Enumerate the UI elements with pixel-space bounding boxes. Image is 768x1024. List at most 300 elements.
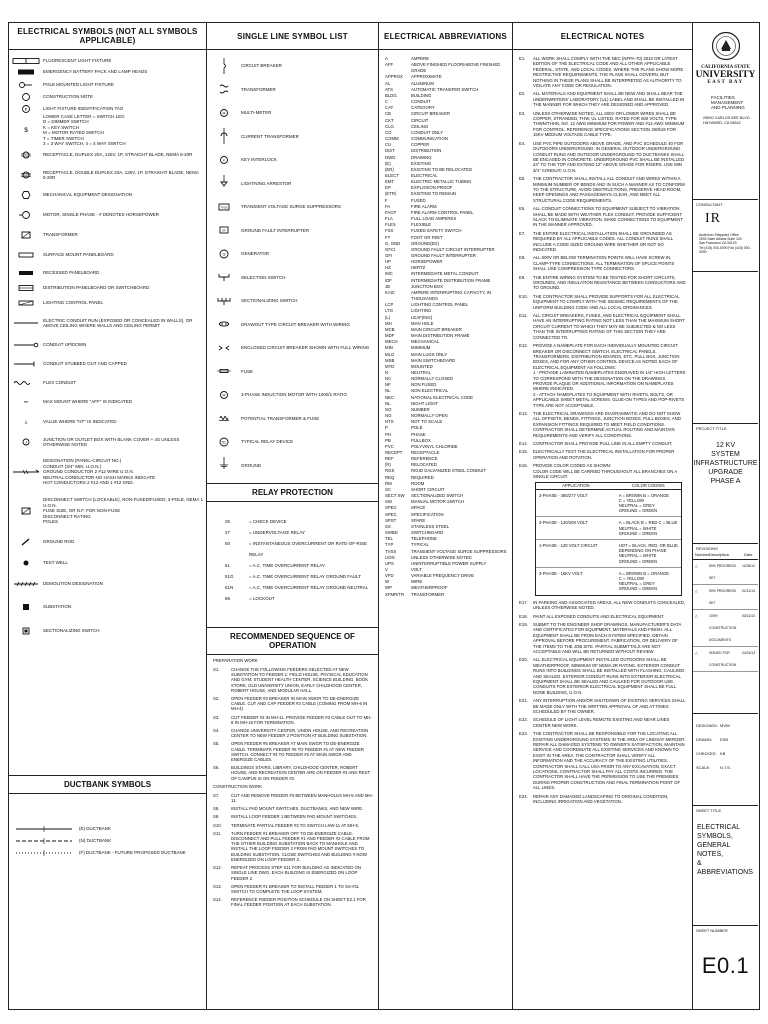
single-line-row <box>207 125 378 149</box>
svg-text:F: F <box>24 106 28 112</box>
note-item <box>513 343 692 408</box>
notes-header: ELECTRICAL NOTES <box>513 23 692 50</box>
svg-text:G: G <box>222 252 226 257</box>
duplex-receptacle-icon <box>9 149 43 161</box>
abbreviation-meaning: FLEXIBLE <box>411 222 432 228</box>
relay-description: = CHECK DEVICE <box>249 519 287 524</box>
abbreviation: MLO <box>385 351 395 357</box>
symbol-row <box>9 280 206 295</box>
ductbank-label: (N) DUCTBANK <box>79 838 112 844</box>
revisions-label: REVISIONS <box>696 546 718 551</box>
note-item <box>513 275 692 291</box>
relay-code: 51 <box>225 563 231 568</box>
single-line-row <box>207 383 378 407</box>
note-item <box>513 313 692 340</box>
step-number: S8. <box>213 806 220 812</box>
symbol-row <box>9 492 206 530</box>
abbreviation-meaning: ABOVE FINISHED FLOOR/ABOVE FINISHED GRADE <box>411 62 501 74</box>
step-number: S1. <box>213 667 220 672</box>
note-text: PROVIDE A NAMEPLATE FOR EACH INDIVIDUALLY MOUNTED CIRCUIT BREAKER OR DISCONNECT SWITCH, ELECTRICAL PANELS, TRANSFORMERS, DISTRIBUTION BOARDS, ETC. PULL BOX, JUNCTION BOXES, AND FOR ANY OTHER CONTROL DEVICE AS NOTED EACH OF ELECTRICAL EQUIPMENT AS FOLLOWS: 1 - PROVIDE LAMINATED NAMEPLATES ENGRAVED IN 1/4" HIGH LETTERS TO CORRESPOND WITH THE DESIGNATION ON THE DRAWINGS. PROVIDE PLAQUE OR ADDITIONAL INFORMATION ON NAMEPLATES WHERE INDICATED. 2 - ATTACH NAMEPLATES TO EQUIPMENT WITH RIVETS, BOLTS, OR APPLICABLE SHEET METAL SCREWS. GLUE-ON TYPES AND POP-RIVETS TYPE ARE NOT ACCEPTABLE. <box>533 343 686 408</box>
note-text: PROVIDE COLOR CODED AS SHOWN: COLOR CODE WILL BE CARRIED THROUGHOUT ALL BRANCHES ON A SINGLE CIRCUIT. <box>533 463 677 480</box>
revision-description: 90% PROGRESS SET <box>709 589 736 605</box>
key-interlock-icon <box>207 151 241 169</box>
consultant-logo: IR <box>705 211 721 226</box>
note-item <box>513 441 692 446</box>
symbol-description: EMERGENCY BATTERY PACK AND LAMP HEADS <box>43 69 148 75</box>
abbreviation: (ETR) <box>385 191 397 197</box>
abbreviation: REF <box>385 456 394 462</box>
rev-col-number: Number <box>695 552 710 557</box>
single-line-row <box>207 407 378 431</box>
conduit-up-icon <box>9 339 43 351</box>
recessed-panel-icon <box>9 267 43 279</box>
abbreviation: FSS <box>385 228 394 234</box>
abbreviation-meaning: NOT TO SCALE <box>411 419 443 425</box>
abbreviation-row <box>379 62 512 74</box>
project-block <box>693 423 758 544</box>
symbol-row <box>9 115 206 145</box>
lightning-arrester-icon <box>207 174 241 192</box>
symbol-description: MOTOR, SINGLE PHASE - # DENOTES HORSEPOWER <box>43 212 159 218</box>
single-line-row <box>207 266 378 290</box>
single-line-row <box>207 195 378 219</box>
abbreviation: EP <box>385 185 391 191</box>
abbreviation: MSB <box>385 357 395 363</box>
ductbank-label: (F) DUCTBANK - FUTURE PROPOSED DUCTBANK <box>79 850 186 856</box>
ductbank-row <box>9 823 206 835</box>
abbreviation: XFMR/TR <box>385 591 405 597</box>
symbol-description: DEMOLITION DESIGNATION <box>43 581 103 587</box>
relay-description: = A.C. TIME OVERCURRENT RELAY GROUND NEUTRAL <box>249 585 369 590</box>
revision-number: △ <box>695 564 698 568</box>
single-line-header: SINGLE LINE SYMBOL LIST <box>207 23 378 50</box>
abbreviation: SWBD <box>385 530 398 536</box>
svg-text:GF: GF <box>222 228 226 233</box>
symbol-row <box>9 56 206 65</box>
abbreviation-meaning: EXISTING TO REMAIN <box>411 191 456 197</box>
field-value: ESB <box>720 737 729 742</box>
titleblock-field <box>693 719 758 733</box>
abbreviation-meaning: FUSED <box>411 197 426 203</box>
abbreviation: UON <box>385 554 395 560</box>
note-item <box>513 91 692 107</box>
fields-list <box>693 713 758 775</box>
symbol-description: SUBSTATION <box>43 604 72 610</box>
abbreviation: SS <box>385 523 391 529</box>
note-number: E22. <box>519 717 528 723</box>
relay-row <box>207 516 378 527</box>
title-block <box>693 23 758 1009</box>
abbreviation: AL <box>385 80 391 86</box>
symbol-description: LIGHTING CONTROL PANEL <box>43 300 104 306</box>
symbol-description: CONSTRUCTION NOTE <box>43 94 93 100</box>
step-text: CHANGE THE FOLLOWING FEEDERS SELECTED AT NEW SUBSTATION TO FEEDER 1: FIELD HOUSE, PHYSICAL EDUCATION AND GYM, STUDENT HEALTH CENTER, SCIENCE BUILDING, BOOK STORE, OLD UNIVERSITY UNION, EARLY CHILDHOOD CENTER, ROBERT HOUSE, AND MODULAR HALL. <box>231 667 369 693</box>
abbreviation-row <box>379 592 512 598</box>
abbreviation: HP <box>385 259 391 265</box>
sequence-step <box>207 865 378 881</box>
relay-description: = A.C. TIME OVERCURRENT RELAY <box>249 563 325 568</box>
symbol-row <box>9 295 206 311</box>
sequence-step <box>207 715 378 725</box>
abbreviation: UPS <box>385 560 394 566</box>
surface-panel-icon <box>9 249 43 261</box>
step-number: S10. <box>213 822 222 828</box>
abbreviation-meaning: UNINTERRUPTIBLE POWER SUPPLY <box>411 560 487 566</box>
abbreviation: LCP <box>385 302 394 308</box>
symbol-description: RECEPTACLE, DUPLEX 20A, 125V, 1P, STRAIGHT BLADE, NEMA 5-20R <box>43 152 193 158</box>
abbreviation-meaning: LIGHTING <box>411 308 432 314</box>
symbol-description: RECESSED PANELBOARD <box>43 269 100 275</box>
note-number: E23. <box>519 731 528 737</box>
note-item <box>513 411 692 438</box>
note-text: REPAIR ANY DAMAGED LANDSCAPING TO ORIGINAL CONDITION, INCLUDING IRRIGATION AND VEGETATION. <box>533 793 669 805</box>
abbreviation-meaning: SPARE <box>411 517 426 523</box>
rev-col-date: Date <box>744 552 753 557</box>
abbreviation-meaning: NORMALLY OPEN <box>411 413 448 419</box>
note-item <box>513 698 692 714</box>
single-line-description: MULTI-METER <box>241 110 272 115</box>
note-item <box>513 255 692 271</box>
single-line-row <box>207 148 378 172</box>
abbreviation-meaning: FOOT OR FEET <box>411 234 443 240</box>
abbreviations-column <box>379 23 513 1009</box>
note-item <box>513 231 692 253</box>
step-text: CUT AND REMOVE FEEDER #3 BETWEEN MANHOLES MH-5 AND MH-11. <box>231 792 373 804</box>
step-text: REFERENCE FEEDER POSITION SCHEDULE ON SHEET E2.1 FOR FINAL FEEDER POSITION AT EACH SUBSTATION. <box>231 897 366 908</box>
abbreviation-meaning: TELEPHONE <box>411 536 438 542</box>
university-line2: UNIVERSITY <box>695 70 756 80</box>
abbreviation: VFD <box>385 573 394 579</box>
double-duplex-icon <box>9 169 43 181</box>
color-code-row <box>536 568 681 595</box>
note-number: E5. <box>519 176 526 182</box>
abbreviation-meaning: LIGHTING CONTROL PANEL <box>411 302 469 308</box>
field-label: DESIGNED: <box>696 723 719 728</box>
sequence-subheader-prep: PREPARATION WORK <box>213 658 258 663</box>
abbreviation-meaning: MANUAL MOTOR SWITCH <box>411 499 464 505</box>
svg-text:M: M <box>222 393 226 398</box>
note-number: E16. <box>519 463 528 469</box>
symbol-description: LOWER CASE LETTER = SWITCH LEG D = DIMMER SWITCH K = KEY SWITCH M = MOTOR RATED SWITCH T = TIMER SWITCH 3 = 3 WAY SWITCH, 4 = 4 WAY SWITCH <box>43 113 126 146</box>
step-number: S9. <box>213 814 220 820</box>
note-number: E10. <box>519 293 528 299</box>
flex-conduit-icon <box>9 377 43 389</box>
abbreviation-meaning: MAIN LUGS ONLY <box>411 351 448 357</box>
revision-description: ISSUED FOR CONSTRUCTION <box>709 651 737 667</box>
abbreviation: F <box>385 197 388 203</box>
symbol-description: CONDUIT UP/DOWN <box>43 341 87 347</box>
abbreviation-meaning: PHASE <box>411 431 426 437</box>
abbreviation: SW <box>385 499 392 505</box>
abbreviation-meaning: POLYVINYL CHLORIDE <box>411 443 458 449</box>
hexagon-icon <box>9 189 43 201</box>
ductbank-header: DUCTBANK SYMBOLS <box>9 775 206 794</box>
symbol-row <box>9 65 206 79</box>
abbreviation: DWG <box>385 154 396 160</box>
sequence-step <box>207 831 378 862</box>
lighting-panel-icon <box>9 297 43 309</box>
abbreviation: V <box>385 566 388 572</box>
abbreviation: MTD <box>385 363 395 369</box>
color-code-row <box>536 517 681 540</box>
note-number: E6. <box>519 206 526 212</box>
note-text: UNLESS OTHERWISE NOTED, ALL 600V OR LOWER WIRES SHALL BE COPPER, STRANDED, THW, UL LISTED, RATED FOR 600 VOLTS, TYPE THWN/THHN, NO. 12 AWG MINIMUM FOR POWER AND #14 AWG MINIMUM FOR CONTROL. REFERENCE SPECIFICATIONS SECTION 260519 FOR 15KV MEDIUM VOLTAGE CABLE TYPE. <box>533 110 685 138</box>
note-item <box>513 731 692 790</box>
revision-date: 01/11/13 <box>742 589 755 593</box>
height-icon <box>9 416 43 428</box>
ground-rod-icon <box>9 536 43 548</box>
revision-row <box>693 560 758 585</box>
abbreviation-meaning: INTERMEDIATE METAL CONDUIT <box>411 271 479 277</box>
step-text: OPEN FEEDER #1 BREAKER TO INSTALL FEEDER 1 TO SS-#11 SWITCH TO COMPLETE THE LOOP SYSTEM. <box>231 883 360 894</box>
single-line-row <box>207 54 378 78</box>
blank-block <box>693 271 758 424</box>
revisions-block <box>693 543 758 714</box>
abbreviation: FLEX <box>385 222 396 228</box>
sequence-step <box>207 728 378 738</box>
step-text: OPEN FEEDER #5 BREAKER AT MAIN SWGR TO DE-ENERGIZE CABLE. TERMINATE FEEDER #5 TO FEEDER #1 AT NEW FEEDER SWITCH. CONNECT #4 TO FEEDER #2 AT MAIN SWGR AND ENERGIZE CABLES. <box>231 741 364 763</box>
abbreviation-meaning: NON ELECTRICAL <box>411 388 449 394</box>
abbreviation-meaning: RIGID GALVANIZED STEEL CONDUIT <box>411 468 487 474</box>
sequence-prep-list <box>207 667 378 781</box>
relay-list <box>207 502 378 604</box>
abbreviation-meaning: CONDUIT <box>411 99 431 105</box>
notes-column <box>513 23 693 1009</box>
abbreviation: G, GND <box>385 240 401 246</box>
revision-number: △ <box>695 614 698 618</box>
step-text: CHANGE UNIVERSITY CENTER, UNION HOUSE, AND RECREATION CENTER TO NEW FEEDER 2 POSITION AT BUILDING SUBSTATION. <box>231 728 369 739</box>
ductbank-row <box>9 847 206 859</box>
abbreviation-meaning: APPROXIMATE <box>411 74 442 80</box>
note-item <box>513 141 692 173</box>
symbol-row <box>9 530 206 553</box>
abbreviation-meaning: INTERMEDIATE DISTRIBUTION FRAME <box>411 277 491 283</box>
revision-description: 100% CONSTRUCTION DOCUMENTS <box>709 614 737 642</box>
note-text: ANY INTERRUPTION AND/OR SHUTDOWN OF EXISTING SERVICES SHALL BE MADE ONLY WITH THE WRITTEN APPROVAL OF AND AT TIMES SCHEDULED BY THE OWNER. <box>533 698 686 714</box>
color-code-col-application: APPLICATION <box>562 483 590 489</box>
titleblock-field <box>693 761 758 775</box>
relay-row <box>207 571 378 582</box>
symbol-row <box>9 335 206 354</box>
single-line-description: GROUND FAULT INTERRUPTER <box>241 227 310 233</box>
single-line-column <box>207 23 379 1009</box>
step-text: TERMINATE PARTIAL FEEDER #3 TO SWITCH LSW-11 AT MH-5. <box>231 822 360 828</box>
rev-col-description: Description <box>709 552 730 557</box>
enclosed-breaker-icon <box>207 339 241 357</box>
abbreviation-meaning: EXISTING TO BE RELOCATED <box>411 166 473 172</box>
abbreviation-meaning: GROUND FAULT CIRCUIT INTERRUPTER <box>411 246 495 252</box>
revisions-header-row <box>693 551 758 560</box>
abbreviation-meaning: LEAF(ING) <box>411 314 433 320</box>
abbreviations-list <box>379 50 512 598</box>
symbol-row <box>9 91 206 103</box>
symbol-row <box>9 373 206 392</box>
abbreviation: SPEC <box>385 511 397 517</box>
abbreviation-meaning: AMPERE <box>411 56 430 61</box>
abbreviation-meaning: NORMALLY CLOSED <box>411 376 454 382</box>
abbreviation: AFF <box>385 62 394 68</box>
abbreviation-meaning: NUMBER <box>411 406 430 412</box>
sheet-number: E0.1 <box>701 953 750 978</box>
single-line-row <box>207 78 378 102</box>
field-value: KB <box>720 751 726 756</box>
note-item <box>513 614 692 619</box>
abbreviation: P <box>385 425 388 431</box>
color-code-colors: A = BROWN B = ORANGE C = YELLOW NEUTRAL = GREY GROUND = GREEN <box>618 492 670 514</box>
abbreviation-meaning: PULLBOX <box>411 437 431 443</box>
note-number: E13. <box>519 410 528 416</box>
note-text: THE CONTRACTOR SHALL BE RESPONSIBLE FOR THE LOCATING ALL EXISTING UNDERGROUND SYSTEMS IN THE AREA OF LINDSAY MERGER. REPAIR ALL DAMAGED SYSTEMS TO OWNER'S SATISFACTION. MAINTAIN SERVICE AND COORDINATE ALL EXISTING SERVICES AND KNOWN TO EXIST IN THE AREA. THE CONTRACTOR SHALL VERIFY ALL INFORMATION AND THE ACCURACY OF THE EXISTING UTILITIES. CONTRACTOR SHALL CALL USA PRIOR TO ANY EXCAVATION, EXACT LOCATIONS, CONTRACTOR SHALL PAY ALL COSTS INCURRED. THE CONTRACTOR SHALL HAVE THE PERMISSION TO USE THE PREMISES DURING PROPER CONSTRUCTION AND FINAL TERMINATION POINT OF ALL LINES. <box>533 731 686 791</box>
note-text: ALL ELECTRICAL EQUIPMENT INSTALLED OUTDOORS SHALL BE WEATHERPROOF, MINIMUM OF NEMA 3R RATING. EXTERIOR CONDUIT RUNS INTO BUILDINGS SHALL BE INSTALLED WITH FLASHING, CAULKED AND SEALED. EXTERIOR CONDUIT RUNS INTO EXTERIOR ELECTRICAL EQUIPMENT SHALL BE SEALED AND CAULKED FOR OUTDOOR USE. CONDUITS FOR EXTERIOR ELECTRICAL EQUIPMENT SHALL BE FULL NONE BUILDING, U.O.N. <box>533 657 685 695</box>
abbreviation: ATS <box>385 86 394 92</box>
revision-date: 04/24/13 <box>742 651 756 655</box>
abbreviation: NO <box>385 406 392 412</box>
single-line-description: LIGHTNING ARRESTOR <box>241 180 292 186</box>
abbreviation-meaning: CEILING <box>411 123 429 129</box>
university-block <box>693 23 758 200</box>
abbreviation-meaning: ALUMINUM <box>411 80 434 86</box>
ductbank-line-icon <box>9 849 79 857</box>
symbol-description: DISCONNECT SWITCH (LOCKABLE), NON-FUSED/FUSED, 3-POLE, NEMA 1 U.O.N. FUSE SIZE, OR N.F. FOR NON-FUSE DISCONNECT RATING POLES <box>43 497 203 525</box>
abbreviation: NF <box>385 382 391 388</box>
color-code-application: 3-PHASE - 480/277 VOLT <box>539 492 588 498</box>
abbreviation: FLA <box>385 216 393 222</box>
single-line-row <box>207 454 378 478</box>
svg-text:51: 51 <box>222 440 226 445</box>
note-number: E9. <box>519 274 526 280</box>
abbreviation: ELECT <box>385 172 399 178</box>
gfi-icon <box>207 221 241 239</box>
abbreviation: IDF <box>385 277 392 283</box>
demolition-icon <box>9 578 43 590</box>
abbreviation-meaning: TRANSIENT VOLTAGE SURGE SUPPRESSORS <box>411 548 507 554</box>
note-item <box>513 206 692 228</box>
sequence-step <box>207 814 378 819</box>
potential-transformer-icon <box>207 409 241 427</box>
sequence-step <box>207 897 378 907</box>
field-label: CHECKED: <box>696 751 717 756</box>
relay-row <box>207 538 378 560</box>
transformer-icon <box>9 229 43 241</box>
abbreviation: TVSS <box>385 548 397 554</box>
ductbank-line-icon <box>9 825 79 833</box>
abbreviation: C <box>385 99 389 105</box>
abbreviation: NTS <box>385 419 394 425</box>
symbol-row <box>9 225 206 245</box>
pole-fixture-icon <box>9 79 43 91</box>
university-line1: CALIFORNIA STATE <box>701 65 750 70</box>
note-item <box>513 294 692 310</box>
relay-section <box>207 483 378 604</box>
note-item <box>513 111 692 138</box>
motor-sl-icon <box>207 386 241 404</box>
sectionalizing-icon <box>9 625 43 637</box>
substation-icon <box>9 601 43 613</box>
construction-note-icon <box>9 91 43 103</box>
symbol-row <box>9 595 206 619</box>
abbreviation: BLDG <box>385 92 397 98</box>
note-text: THE ENTIRE WIRING SYSTEM TO BE TESTED FOR SHORT CIRCUITS, GROUNDS, AND INSULATION RESISTANCE BETWEEN CONDUCTORS AND TO GROUND. <box>533 274 686 291</box>
step-number: S5. <box>213 741 220 747</box>
abbreviation-meaning: HERTZ <box>411 265 426 271</box>
university-line3: EAST BAY <box>707 80 744 85</box>
sequence-step <box>207 884 378 894</box>
university-address: 25800 CARLOS BEE BLVD. HAYWARD, CA 94542 <box>703 116 751 125</box>
note-number: E21. <box>519 698 528 704</box>
note-text: THE CONTRACTOR SHALL PROVIDE SUPPORTS FOR ALL ELECTRICAL EQUIPMENT TO COMPLY WITH THE SEISMIC REQUIREMENTS OF THE UNIFORM BUILDING CODE AND ALL LOCAL ORDINANCES. <box>533 293 680 310</box>
abbreviation: COMM <box>385 136 399 142</box>
abbreviation-meaning: MAN HOLE <box>411 320 434 326</box>
symbol-description: MAX MOUNT WHERE "AFF" IS INDICATED <box>43 399 133 405</box>
ductbank-row <box>9 835 206 847</box>
abbreviation: CAT <box>385 105 394 111</box>
note-number: E20. <box>519 657 528 663</box>
junction-box-icon <box>9 436 43 448</box>
relay-code: 27 <box>225 530 231 535</box>
revision-number: △ <box>695 651 698 655</box>
abbreviation-meaning: RELOCATED <box>411 462 437 468</box>
note-text: ALL CIRCUIT BREAKERS, FUSES, AND ELECTRICAL EQUIPMENT SHALL HAVE AN INTERRUPTING RATING NOT LESS THAN THE MAXIMUM SHORT CIRCUIT CURRENT TO WHICH THEY MAY BE SUBJECTED & NO LESS THAN THE INTERRUPTING RATING OF THIS SECTION THEY ARE CONNECTED TO. <box>533 313 685 340</box>
abbreviation: A <box>385 56 388 61</box>
revision-row <box>693 585 758 610</box>
note-text: THE ELECTRICAL DRAWINGS ARE DIAGRAMMATIC AND DO NOT SHOW ALL OFFSETS, BENDS, FITTINGS, JUNCTION BOXES, PULL BOXES, AND EXPANSION FITTINGS REQUIRED TO MEET FIELD CONDITIONS. CONTRACTOR SHALL DETERMINE ACTUAL ROUTING AND MAINTAIN REQUIREMENTS AND VERIFY ALL CONDITIONS. <box>533 410 681 438</box>
relay-description: = INSTANTANEOUS OVERCURRENT OR RATE-OF-RISE RELAY <box>249 541 368 557</box>
color-code-colors: A = BLACK B = RED C = BLUE NEUTRAL = WHITE GROUND = GREEN <box>618 520 678 536</box>
abbreviation: PVC <box>385 443 394 449</box>
color-code-col-coding: COLOR CODING <box>631 483 665 489</box>
note-text: THE ENTIRE ELECTRICAL INSTALLATION SHALL BE GROUNDED AS REQUIRED BY ALL APPLICABLE CODES. ALL CONDUIT RUNS SHALL INCLUDE A CODE SIZED GROUND WIRE WHETHER OR NOT SO INDICATED. <box>533 230 674 252</box>
step-number: S14. <box>213 897 222 903</box>
step-number: S11. <box>213 830 222 836</box>
abbreviation: MCB <box>385 326 395 332</box>
revision-date: 03/11/13 <box>742 614 755 618</box>
step-text: INSTALL PAD MOUNT SWITCHES, DUCTBANKS, AND NEW WIRE. <box>231 806 364 812</box>
abbreviation: RM <box>385 480 392 486</box>
sheet-title-block <box>693 805 758 926</box>
abbreviation-meaning: AMPERE INTERRUPTING CAPACITY, IN THOUSANDS <box>411 289 492 302</box>
abbreviation: (E) <box>385 160 391 166</box>
abbreviation: NL <box>385 388 391 394</box>
abbreviation: MDF <box>385 333 395 339</box>
titleblock-field <box>693 733 758 747</box>
relay-code: 51N <box>225 585 234 590</box>
symbol-row <box>9 185 206 205</box>
single-line-row <box>207 289 378 313</box>
abbreviation-meaning: EXPLOSION PROOF <box>411 185 453 191</box>
svg-text:$: $ <box>24 127 28 134</box>
switch-icon <box>9 124 43 136</box>
abbreviation: MH <box>385 320 392 326</box>
drawout-breaker-icon <box>207 315 241 333</box>
single-line-description: POTENTIAL TRANSFORMER & FUSE <box>241 415 320 421</box>
abbreviation-meaning: WIRE <box>411 579 423 585</box>
symbol-row <box>9 145 206 165</box>
note-number: E11. <box>519 313 528 319</box>
abbreviation: SPST <box>385 517 397 523</box>
color-code-colors: A = BROWN B = ORANGE C = YELLOW NEUTRAL = GREY GROUND = GREEN <box>618 570 670 592</box>
abbreviation-meaning: RECEPTACLE <box>411 450 440 455</box>
color-code-table <box>535 482 682 595</box>
revision-row <box>693 647 758 672</box>
abbreviation: NO <box>385 413 392 419</box>
symbols-column <box>9 23 207 1009</box>
consultant-label: CONSULTANT <box>696 202 723 207</box>
step-text: TURN FEEDER #1 BREAKER OFF TO DE-ENERGIZE CABLE. DISCONNECT AND PULL FEEDER #1 AND FEEDER #2 CABLE FROM THE OTHER BUILDING SUBSTATION BACK TO MANHOLE AND INSTALL THE LOOP FEEDER 2 FROM PAD MOUNT SWITCHES TO BUILDING SUBSTATION. CLOSE SWITCHES AND BUILDING # NOW ENERGIZED ON LOOP FEEDER 2. <box>231 830 370 862</box>
note-number: E8. <box>519 255 526 261</box>
abbreviation: CLG <box>385 123 394 129</box>
abbreviation-meaning: MAIN SWITCHBOARD <box>411 357 456 363</box>
symbol-description: POLE MOUNTED LIGHT FIXTURE <box>43 82 114 88</box>
